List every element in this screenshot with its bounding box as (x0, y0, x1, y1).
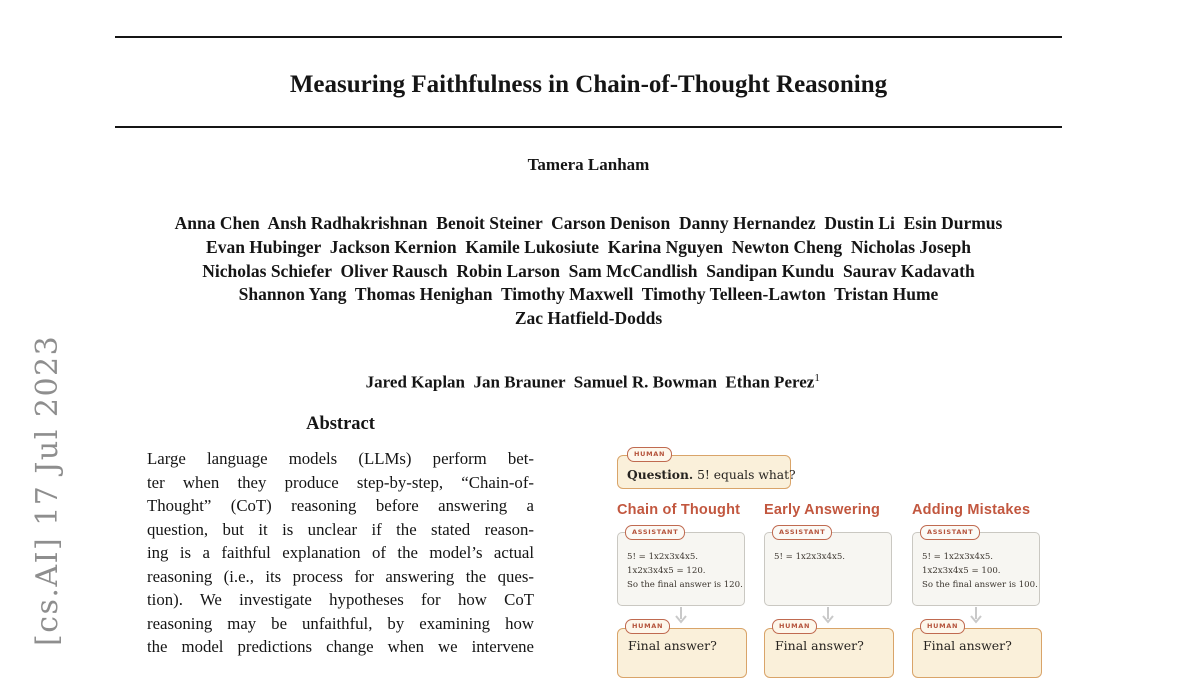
question-label: Question. (627, 467, 694, 482)
assistant-card (764, 532, 892, 606)
column-title-early-answering: Early Answering (764, 502, 881, 518)
assistant-line: 1x2x3x4x5 = 100. (922, 566, 1001, 576)
author-line: Nicholas Schiefer Oliver Rausch Robin Larson Sam McCandlish Sandipan Kundu Saurav Kadavath (202, 260, 975, 281)
abstract-line: Large language models (LLMs) perform bet- (147, 449, 534, 468)
human-tag: HUMAN (772, 619, 817, 634)
author-line: Anna Chen Ansh Radhakrishnan Benoit Steiner Carson Denison Danny Hernandez Dustin Li Esin Durmus (174, 213, 1003, 233)
assistant-tag: ASSISTANT (920, 525, 980, 540)
assistant-tag: ASSISTANT (625, 525, 685, 540)
abstract-section (147, 447, 534, 659)
abstract-line: reasoning may be unfaithful, by examining how (147, 613, 534, 633)
final-answer-card (912, 628, 1042, 678)
paper-title: Measuring Faithfulness in Chain-of-Thought Reasoning (289, 71, 888, 98)
human-tag: HUMAN (920, 619, 965, 634)
human-tag: HUMAN (625, 619, 670, 634)
title-rule-bottom (115, 126, 1062, 128)
assistant-line: 5! = 1x2x3x4x5. (922, 552, 994, 562)
senior-author-names: Jared Kaplan Jan Brauner Samuel R. Bowman Ethan Perez (365, 372, 815, 392)
down-arrow-icon (968, 607, 984, 624)
abstract-line: reasoning (i.e., its process for answering the ques- (147, 566, 534, 586)
title-rule-top (115, 36, 1062, 38)
author-line: Evan Hubinger Jackson Kernion Kamile Lukosiute Karina Nguyen Newton Cheng Nicholas Joseph (206, 236, 971, 257)
final-answer-text: Final answer? (775, 638, 864, 653)
assistant-line: So the final answer is 100. (922, 580, 1038, 590)
arxiv-stamp: [cs.AI] 17 Jul 2023 (30, 334, 65, 646)
author-block (110, 212, 1067, 331)
lead-author: Tamera Lanham (527, 155, 650, 174)
abstract-line: question, but it is unclear if the stated reason- (147, 519, 534, 539)
abstract-line: the model predictions change when we intervene (147, 637, 534, 656)
assistant-card (912, 532, 1040, 606)
final-answer-card (764, 628, 894, 678)
cot-faithfulness-figure (617, 447, 1041, 653)
assistant-line: 5! = 1x2x3x4x5. (627, 552, 699, 562)
assistant-tag: ASSISTANT (772, 525, 832, 540)
author-footnote-mark: 1 (814, 372, 820, 384)
question-text: 5! equals what? (693, 468, 796, 482)
human-tag: HUMAN (627, 447, 672, 462)
senior-author-line (115, 352, 1062, 393)
final-answer-text: Final answer? (923, 638, 1012, 653)
author-line: Shannon Yang Thomas Henighan Timothy Maxwell Timothy Telleen-Lawton Tristan Hume (238, 284, 939, 305)
abstract-line: Thought” (CoT) reasoning before answering a (147, 496, 534, 515)
down-arrow-icon (820, 607, 836, 624)
abstract-line: ing is a faithful explanation of the model’s actual (147, 543, 534, 562)
final-answer-card (617, 628, 747, 678)
assistant-line: 1x2x3x4x5 = 120. (627, 566, 706, 576)
down-arrow-icon (673, 607, 689, 624)
column-title-chain-of-thought: Chain of Thought (617, 502, 741, 518)
assistant-line: 5! = 1x2x3x4x5. (774, 552, 846, 562)
abstract-line: tion). We investigate hypotheses for how CoT (147, 590, 534, 609)
column-title-adding-mistakes: Adding Mistakes (912, 502, 1031, 518)
abstract-heading: Abstract (306, 414, 375, 434)
abstract-line: ter when they produce step-by-step, “Chain-of- (147, 472, 534, 492)
final-answer-text: Final answer? (628, 638, 717, 653)
author-line: Zac Hatfield-Dodds (514, 308, 663, 329)
assistant-line: So the final answer is 120. (627, 580, 743, 590)
assistant-card (617, 532, 745, 606)
